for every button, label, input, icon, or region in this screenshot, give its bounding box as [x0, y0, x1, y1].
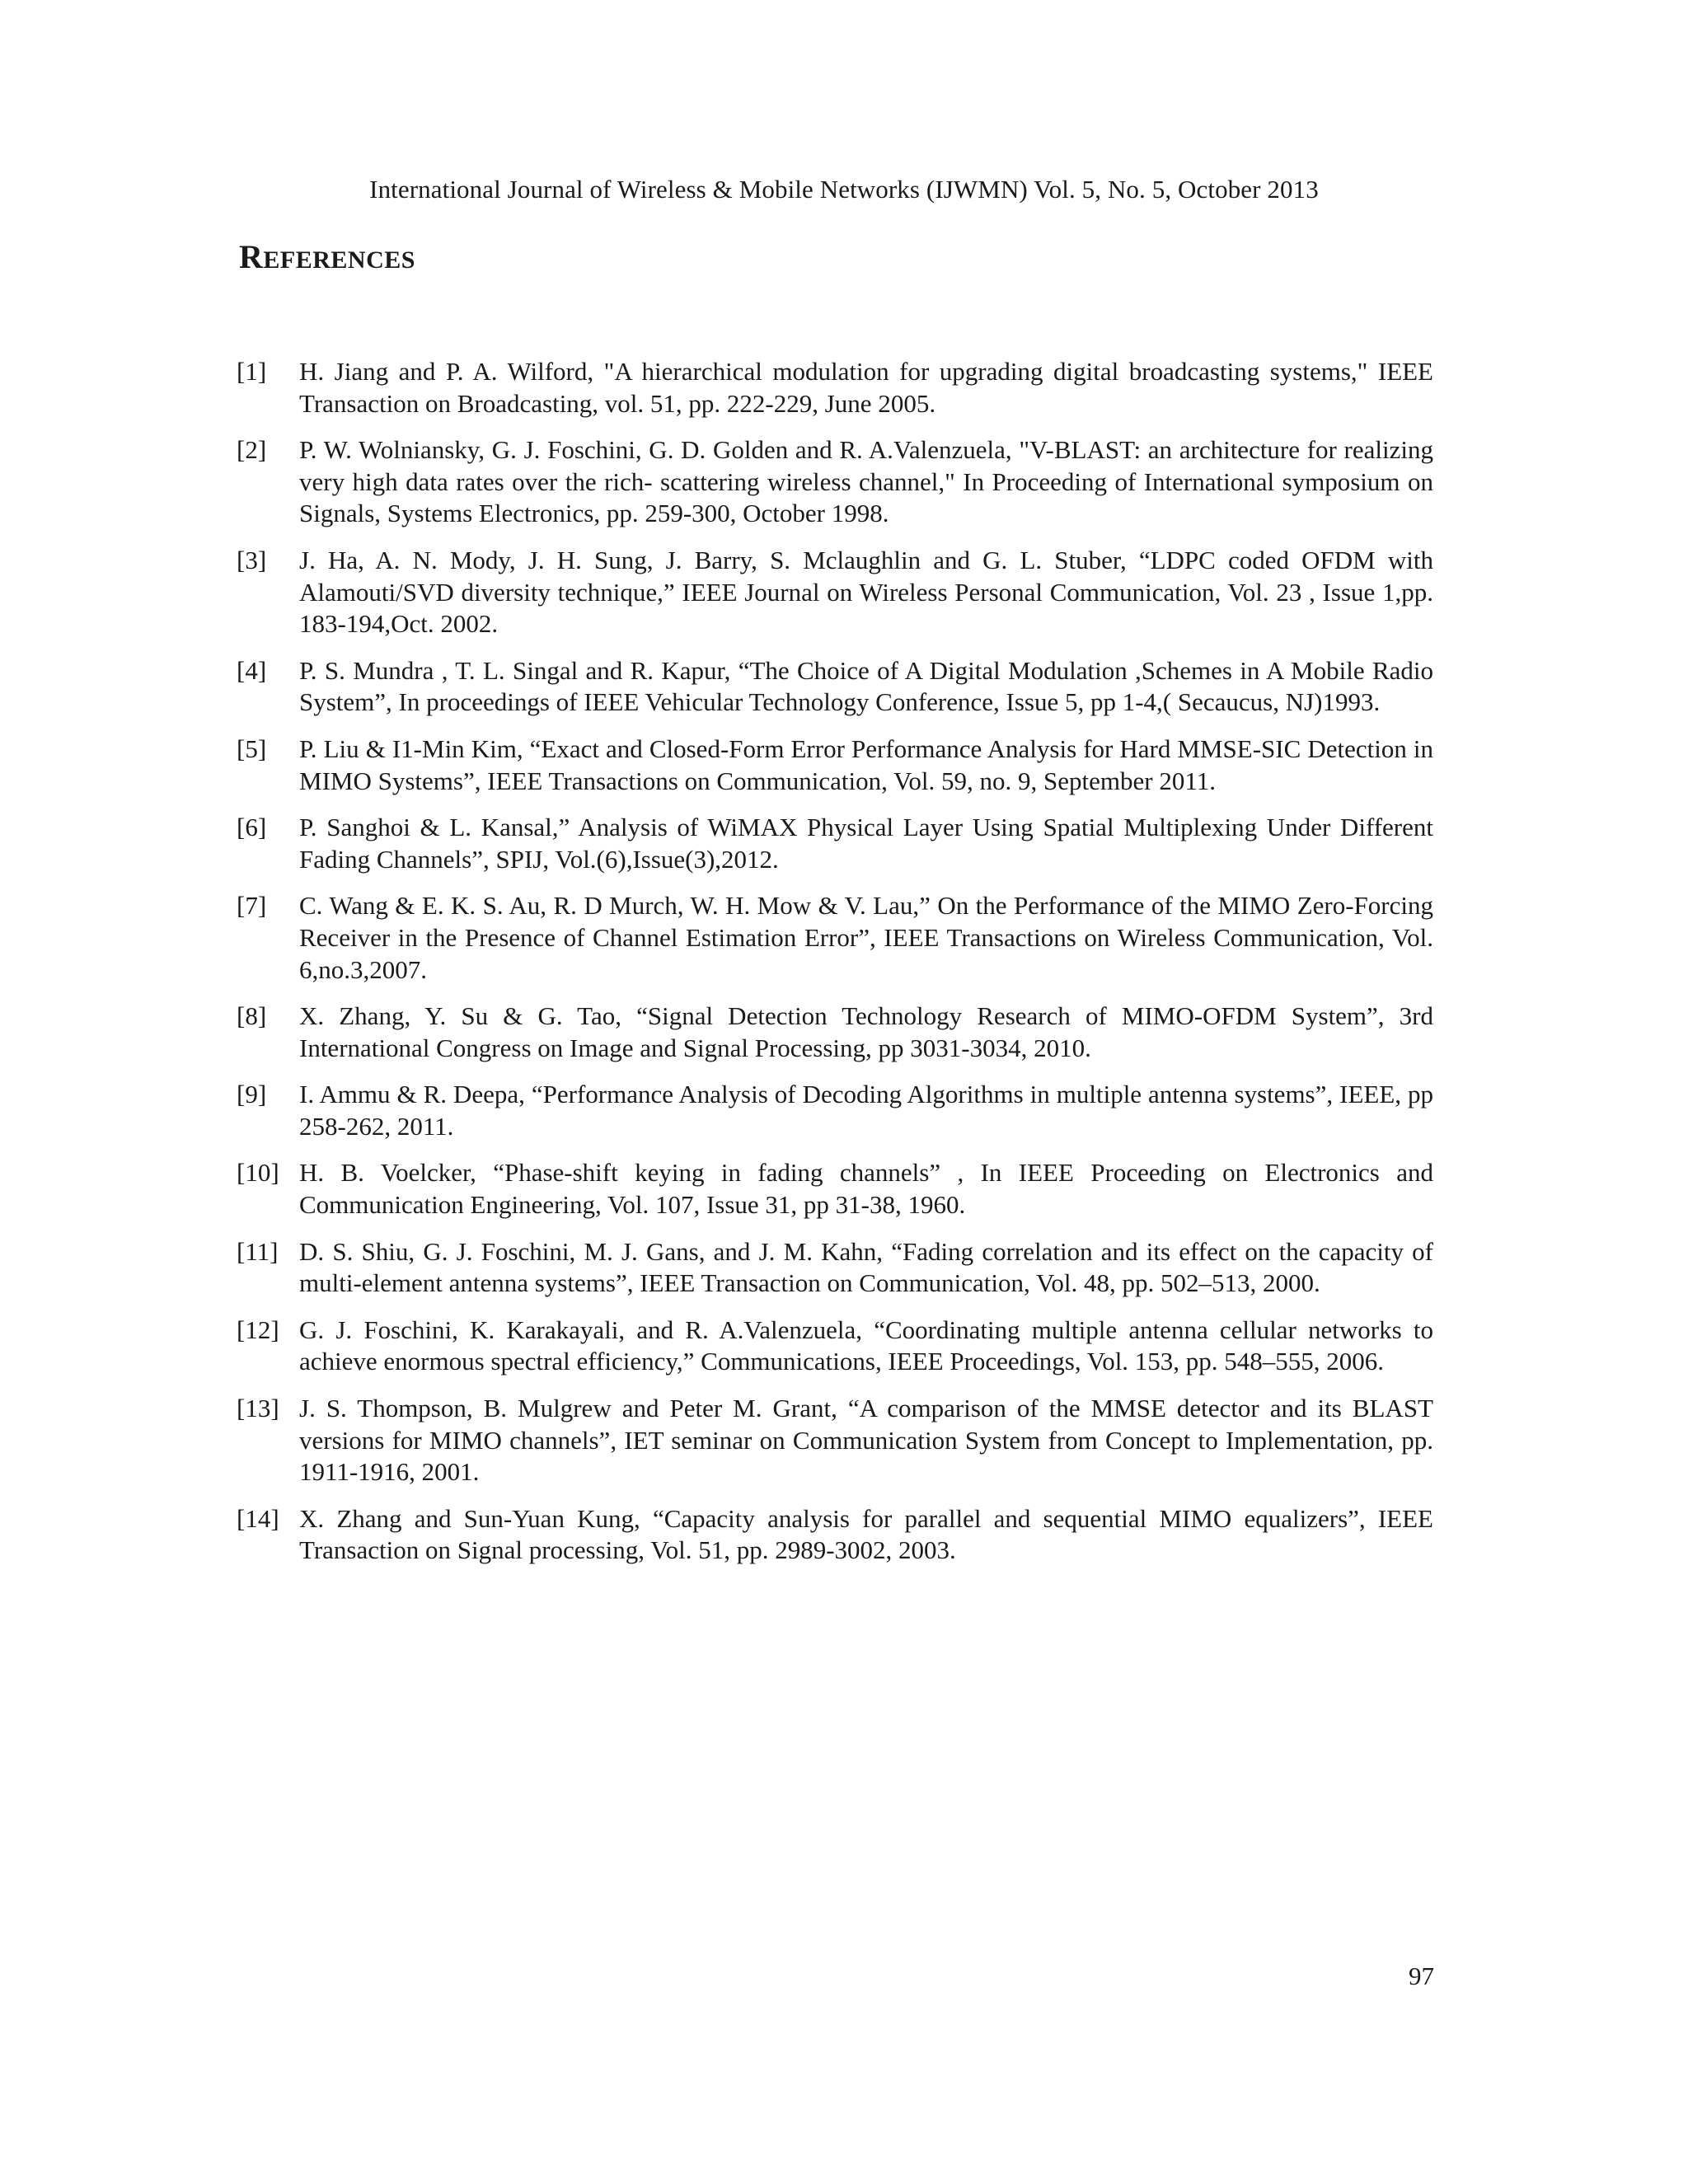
reference-number: [11]: [237, 1236, 279, 1266]
references-heading-rest: EFERENCES: [263, 246, 415, 274]
reference-number: [6]: [237, 813, 267, 842]
page-number: 97: [1409, 1961, 1434, 1990]
reference-number: [4]: [237, 655, 267, 685]
reference-list: [237, 356, 1433, 1582]
reference-text: P. W. Wolniansky, G. J. Foschini, G. D. Golden and R. A.Valenzuela, "V-BLAST: an architecture for realizing very high data rates over the rich- scattering wireless channel," In Proceeding of International symposium on Signals, Systems Electronics, pp. 259-300, October 1998.: [299, 435, 1433, 528]
reference-8: [237, 1001, 1433, 1064]
reference-text: X. Zhang and Sun-Yuan Kung, “Capacity analysis for parallel and sequential MIMO equalizers”, IEEE Transaction on Signal processing, Vol. 51, pp. 2989-3002, 2003.: [299, 1503, 1433, 1565]
reference-text: P. S. Mundra , T. L. Singal and R. Kapur, “The Choice of A Digital Modulation ,Schemes in A Mobile Radio System”, In proceedings of IEEE Vehicular Technology Conference, Issue 5, pp 1-4,( Secaucus, NJ)1993.: [299, 655, 1433, 717]
reference-number: [13]: [237, 1394, 279, 1423]
reference-number: [7]: [237, 891, 267, 921]
reference-number: [14]: [237, 1503, 279, 1533]
reference-text: X. Zhang, Y. Su & G. Tao, “Signal Detection Technology Research of MIMO-OFDM System”, 3rd International Congress on Image and Signal Processing, pp 3031-3034, 2010.: [299, 1001, 1433, 1062]
reference-3: [237, 545, 1433, 640]
reference-number: [12]: [237, 1315, 279, 1344]
reference-13: [237, 1393, 1433, 1488]
reference-2: [237, 434, 1433, 530]
reference-text: P. Sanghoi & L. Kansal,” Analysis of WiMAX Physical Layer Using Spatial Multiplexing Under Different Fading Channels”, SPIJ, Vol.(6),Issue(3),2012.: [299, 813, 1433, 874]
reference-number: [1]: [237, 357, 267, 386]
reference-5: [237, 733, 1433, 797]
reference-number: [2]: [237, 435, 267, 465]
reference-text: H. Jiang and P. A. Wilford, "A hierarchical modulation for upgrading digital broadcasting systems," IEEE Transaction on Broadcasting, vol. 51, pp. 222-229, June 2005.: [299, 357, 1433, 418]
reference-number: [10]: [237, 1158, 279, 1188]
reference-text: P. Liu & I1-Min Kim, “Exact and Closed-Form Error Performance Analysis for Hard MMSE-SIC Detection in MIMO Systems”, IEEE Transactions on Communication, Vol. 59, no. 9, September 2011.: [299, 733, 1433, 795]
reference-7: [237, 890, 1433, 986]
reference-number: [8]: [237, 1001, 267, 1031]
references-heading-initial: R: [239, 238, 264, 275]
reference-4: [237, 655, 1433, 719]
reference-12: [237, 1315, 1433, 1378]
reference-6: [237, 812, 1433, 875]
references-heading: [239, 237, 415, 280]
reference-9: [237, 1079, 1433, 1142]
reference-text: D. S. Shiu, G. J. Foschini, M. J. Gans, and J. M. Kahn, “Fading correlation and its effect on the capacity of multi-element antenna systems”, IEEE Transaction on Communication, Vol. 48, pp. 502–513, 2000.: [299, 1236, 1433, 1298]
reference-number: [5]: [237, 733, 267, 763]
reference-text: J. Ha, A. N. Mody, J. H. Sung, J. Barry, S. Mclaughlin and G. L. Stuber, “LDPC coded OFDM with Alamouti/SVD diversity technique,” IEEE Journal on Wireless Personal Communication, Vol. 23 , Issue 1,pp. 183-194,Oct. 2002.: [299, 545, 1433, 639]
reference-number: [9]: [237, 1080, 267, 1109]
reference-10: [237, 1157, 1433, 1221]
reference-text: H. B. Voelcker, “Phase-shift keying in fading channels” , In IEEE Proceeding on Electronics and Communication Engineering, Vol. 107, Issue 31, pp 31-38, 1960.: [299, 1158, 1433, 1220]
reference-text: I. Ammu & R. Deepa, “Performance Analysis of Decoding Algorithms in multiple antenna systems”, IEEE, pp 258-262, 2011.: [299, 1080, 1433, 1141]
reference-number: [3]: [237, 545, 267, 574]
reference-text: G. J. Foschini, K. Karakayali, and R. A.Valenzuela, “Coordinating multiple antenna cellular networks to achieve enormous spectral efficiency,” Communications, IEEE Proceedings, Vol. 153, pp. 548–555, 2006.: [299, 1315, 1433, 1376]
reference-text: C. Wang & E. K. S. Au, R. D Murch, W. H. Mow & V. Lau,” On the Performance of the MIMO Zero-Forcing Receiver in the Presence of Channel Estimation Error”, IEEE Transactions on Wireless Communication, Vol. 6,no.3,2007.: [299, 891, 1433, 984]
reference-14: [237, 1503, 1433, 1567]
running-header: International Journal of Wireless & Mobile Networks (IJWMN) Vol. 5, No. 5, October 2013: [369, 175, 1319, 204]
reference-11: [237, 1236, 1433, 1300]
reference-1: [237, 356, 1433, 419]
reference-text: J. S. Thompson, B. Mulgrew and Peter M. Grant, “A comparison of the MMSE detector and its BLAST versions for MIMO channels”, IET seminar on Communication System from Concept to Implementation, pp. 1911-1916, 2001.: [299, 1394, 1433, 1487]
